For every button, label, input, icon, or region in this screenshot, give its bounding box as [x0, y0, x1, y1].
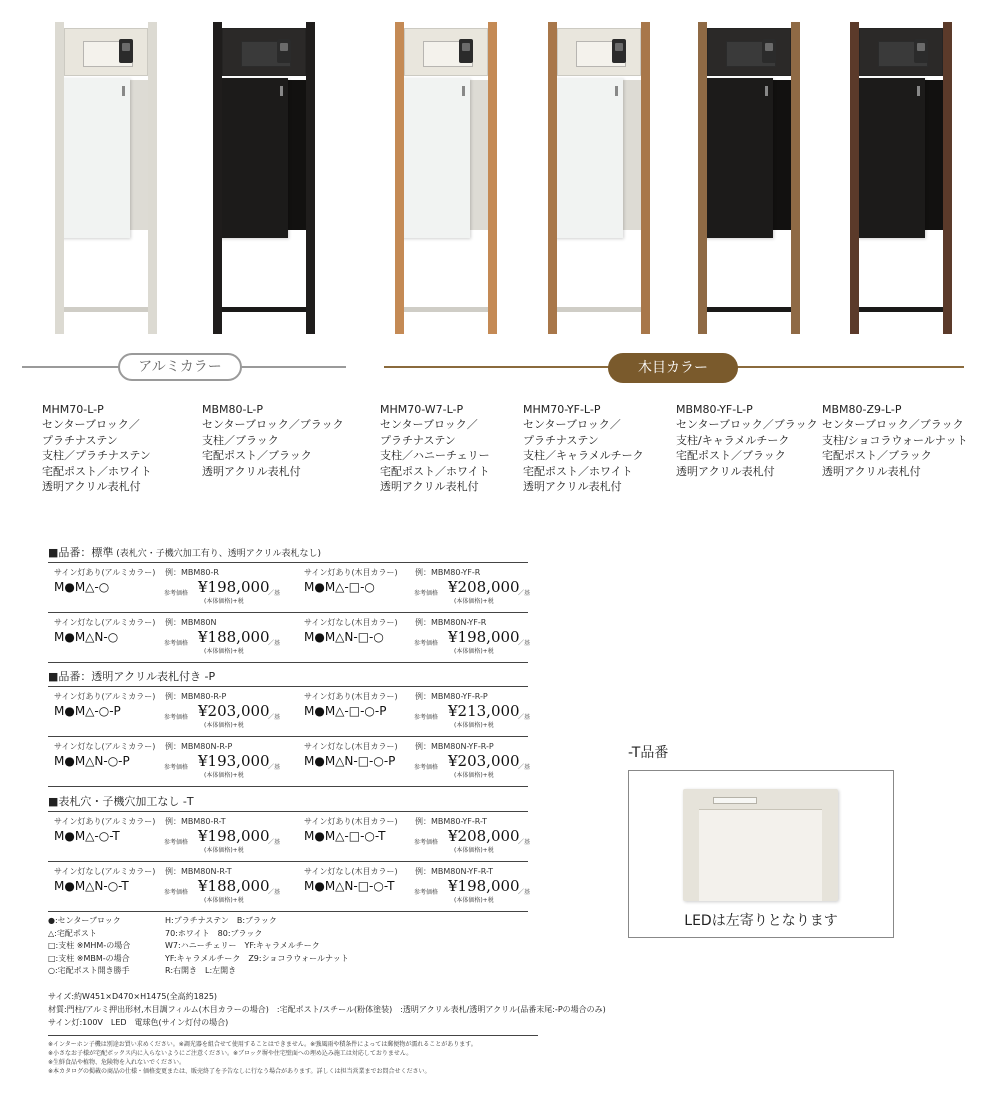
bottom-rail — [404, 307, 488, 312]
handle-icon — [615, 86, 618, 96]
center-block-opening — [699, 809, 822, 901]
product-spec-line: 透明アクリル表札付 — [42, 480, 141, 494]
price-value: ¥198,000 — [198, 827, 270, 845]
model-code: M●M△-○-T — [54, 829, 120, 843]
product-spec-line: 宅配ポスト／ブラック — [676, 449, 786, 463]
price-value: ¥208,000 — [448, 827, 520, 845]
price-unit: ／基 — [518, 640, 531, 647]
tax-note: (本体価格)+税 — [204, 722, 244, 729]
price-cell — [48, 737, 288, 785]
example-code: 例：MBM80-YF-R — [415, 568, 481, 577]
handle-icon — [917, 86, 920, 96]
price-prefix: 参考価格 — [164, 889, 189, 896]
price-cell — [48, 563, 288, 611]
product-spec-line: プラチナステン — [42, 433, 118, 447]
section-title — [48, 544, 321, 560]
model-code: M●M△N-○-P — [54, 754, 130, 768]
price-unit: ／基 — [268, 590, 281, 597]
example-code: 例：MBM80N-R-T — [165, 867, 232, 876]
aluminum-color-label: アルミカラー — [118, 353, 242, 381]
price-prefix: 参考価格 — [414, 714, 439, 721]
center-block — [707, 28, 791, 76]
price-prefix: 参考価格 — [414, 640, 439, 647]
product-spec-line: センターブロック／ — [42, 418, 140, 432]
product-spec-line: 宅配ポスト／ホワイト — [523, 464, 633, 478]
notes-block — [48, 1040, 477, 1076]
product-spec-line: 透明アクリル表札付 — [523, 480, 622, 494]
variant-label: サイン灯なし(アルミカラー) — [54, 618, 156, 627]
product-image — [698, 22, 800, 334]
example-code: 例：MBM80N-YF-R-T — [415, 867, 494, 876]
table-rule — [48, 662, 528, 663]
model-code: M●M△-○ — [54, 580, 110, 594]
tax-note: (本体価格)+税 — [454, 897, 494, 904]
delivery-box — [550, 78, 623, 238]
price-value: ¥213,000 — [448, 702, 520, 720]
table-rule — [48, 911, 528, 912]
delivery-box — [700, 78, 773, 238]
price-value: ¥208,000 — [448, 578, 520, 596]
delivery-box — [215, 78, 288, 238]
legend-item: H:プラチナステン B:ブラック — [165, 916, 277, 925]
legend-item: R:右開き L:左開き — [165, 966, 237, 976]
variant-label: サイン灯あり(アルミカラー) — [54, 692, 156, 701]
product-spec-line: 支柱/キャラメルチーク — [676, 433, 790, 447]
product-spec-line: 透明アクリル表札付 — [676, 464, 775, 478]
product-image — [55, 22, 157, 334]
product-image — [213, 22, 315, 334]
note-line: ※生鮮食品や植物、危険物を入れないでください。 — [48, 1059, 186, 1066]
variant-label: サイン灯あり(アルミカラー) — [54, 568, 156, 577]
post-right — [943, 22, 952, 334]
handle-icon — [280, 86, 283, 96]
price-prefix: 参考価格 — [164, 714, 189, 721]
price-unit: ／基 — [518, 714, 531, 721]
variant-label: サイン灯なし(木目カラー) — [304, 742, 398, 751]
price-cell — [298, 737, 538, 785]
price-unit: ／基 — [268, 714, 281, 721]
price-prefix: 参考価格 — [414, 889, 439, 896]
intercom-icon — [762, 39, 776, 63]
section-title — [48, 793, 194, 809]
price-prefix: 参考価格 — [414, 764, 439, 771]
tax-note: (本体価格)+税 — [454, 722, 494, 729]
tax-note: (本体価格)+税 — [454, 648, 494, 655]
product-spec-line: 支柱／キャラメルチーク — [523, 449, 644, 463]
center-block — [64, 28, 148, 76]
product-code: MHM70-L-P — [42, 403, 104, 416]
product-image — [850, 22, 952, 334]
price-prefix: 参考価格 — [164, 839, 189, 846]
spec-line: サイズ:約W451×D470×H1475(全高約1825) — [48, 992, 218, 1001]
price-cell — [298, 862, 538, 910]
post-right — [791, 22, 800, 334]
intercom-icon — [459, 39, 473, 63]
legend-item: □:支柱 ※MHM-の場合 — [48, 941, 131, 951]
product-spec-line: センターブロック／ — [380, 418, 478, 432]
price-unit: ／基 — [518, 590, 531, 597]
product-spec-line: 宅配ポスト／ブラック — [202, 449, 312, 463]
model-code: M●M△N-□-○ — [304, 630, 384, 644]
variant-label: サイン灯あり(木目カラー) — [304, 692, 398, 701]
tax-note: (本体価格)+税 — [204, 598, 244, 605]
variant-label: サイン灯なし(アルミカラー) — [54, 742, 156, 751]
center-block-image — [683, 789, 838, 901]
product-spec-line: センターブロック／ブラック — [822, 418, 964, 432]
delivery-box — [57, 78, 130, 238]
legend-item: 70:ホワイト 80:ブラック — [165, 928, 263, 938]
tax-note: (本体価格)+税 — [204, 897, 244, 904]
price-prefix: 参考価格 — [164, 590, 189, 597]
price-cell — [298, 812, 538, 860]
legend-item: ●:センターブロック — [48, 916, 121, 925]
price-cell — [48, 613, 288, 661]
tax-note: (本体価格)+税 — [204, 772, 244, 779]
section-heading: ■品番：標準 — [48, 546, 114, 559]
product-spec-line: プラチナステン — [523, 433, 599, 447]
product-spec-line: センターブロック／ — [523, 418, 621, 432]
product-spec-line: センターブロック／ブラック — [676, 418, 818, 432]
center-block — [859, 28, 943, 76]
price-unit: ／基 — [518, 889, 531, 896]
price-prefix: 参考価格 — [414, 839, 439, 846]
price-value: ¥203,000 — [198, 702, 270, 720]
section-heading: ■表札穴・子機穴加工なし -T — [48, 795, 194, 808]
product-spec-line: プラチナステン — [380, 433, 456, 447]
price-value: ¥188,000 — [198, 628, 270, 646]
product-spec-line: 透明アクリル表札付 — [202, 464, 301, 478]
bottom-rail — [707, 307, 791, 312]
price-unit: ／基 — [268, 889, 281, 896]
product-spec-line: 支柱／ブラック — [202, 433, 279, 447]
example-code: 例：MBM80N — [165, 618, 217, 627]
intercom-icon — [914, 39, 928, 63]
example-code: 例：MBM80-R-P — [165, 692, 227, 701]
price-value: ¥198,000 — [448, 877, 520, 895]
variant-label: サイン灯あり(木目カラー) — [304, 817, 398, 826]
post-right — [488, 22, 497, 334]
post-left — [850, 22, 859, 334]
product-code: MBM80-L-P — [202, 403, 264, 416]
price-unit: ／基 — [268, 640, 281, 647]
model-code: M●M△-○-P — [54, 704, 121, 718]
post-left — [548, 22, 557, 334]
model-code: M●M△-□-○-T — [304, 829, 386, 843]
variant-label: サイン灯あり(木目カラー) — [304, 568, 398, 577]
legend-codes — [165, 915, 349, 978]
product-caption — [380, 402, 490, 494]
model-code: M●M△-□-○-P — [304, 704, 387, 718]
product-caption — [42, 402, 152, 494]
bottom-rail — [222, 307, 306, 312]
product-code: MHM70-W7-L-P — [380, 403, 464, 416]
center-block — [222, 28, 306, 76]
price-value: ¥188,000 — [198, 877, 270, 895]
tax-note: (本体価格)+税 — [204, 847, 244, 854]
wood-color-label: 木目カラー — [608, 353, 738, 383]
price-prefix: 参考価格 — [414, 590, 439, 597]
price-cell — [48, 812, 288, 860]
price-value: ¥203,000 — [448, 752, 520, 770]
price-value: ¥198,000 — [448, 628, 520, 646]
price-unit: ／基 — [518, 764, 531, 771]
table-rule — [48, 786, 528, 787]
bottom-rail — [64, 307, 148, 312]
tax-note: (本体価格)+税 — [454, 598, 494, 605]
section-heading: ■品番：透明アクリル表札付き -P — [48, 670, 216, 683]
t-variant-box — [628, 770, 894, 938]
legend-item: W7:ハニーチェリー YF:キャラメルチーク — [165, 941, 320, 951]
product-caption — [202, 402, 344, 479]
post-left — [395, 22, 404, 334]
model-code: M●M△-□-○ — [304, 580, 375, 594]
example-code: 例：MBM80N-R-P — [165, 742, 233, 751]
t-variant-title: -T品番 — [628, 745, 669, 761]
bottom-rail — [557, 307, 641, 312]
post-right — [306, 22, 315, 334]
example-code: 例：MBM80N-YF-R-P — [415, 742, 494, 751]
note-line: ※小さなお子様が宅配ボックス内に入らないようにご注意ください。※ブロック塀や住宅壁面への埋め込み施工は対応しておりません。 — [48, 1050, 413, 1057]
price-prefix: 参考価格 — [164, 640, 189, 647]
handle-icon — [765, 86, 768, 96]
intercom-icon — [119, 39, 133, 63]
price-unit: ／基 — [268, 764, 281, 771]
tax-note: (本体価格)+税 — [454, 772, 494, 779]
price-cell — [48, 687, 288, 735]
product-code: MBM80-YF-L-P — [676, 403, 753, 416]
product-spec-line: 宅配ポスト／ホワイト — [380, 464, 490, 478]
product-spec-line: センターブロック／ブラック — [202, 418, 344, 432]
delivery-box — [852, 78, 925, 238]
tax-note: (本体価格)+税 — [204, 648, 244, 655]
price-cell — [48, 862, 288, 910]
handle-icon — [462, 86, 465, 96]
product-spec-line: 支柱／ハニーチェリー — [380, 449, 490, 463]
product-caption — [523, 402, 644, 494]
bottom-rail — [859, 307, 943, 312]
tax-note: (本体価格)+税 — [454, 847, 494, 854]
price-cell — [298, 563, 538, 611]
model-code: M●M△N-○-T — [54, 879, 129, 893]
model-code: M●M△N-□-○-P — [304, 754, 396, 768]
post-right — [641, 22, 650, 334]
variant-label: サイン灯あり(アルミカラー) — [54, 817, 156, 826]
handle-icon — [122, 86, 125, 96]
example-code: 例：MBM80-YF-R-T — [415, 817, 488, 826]
price-prefix: 参考価格 — [164, 764, 189, 771]
post-left — [213, 22, 222, 334]
center-block — [557, 28, 641, 76]
model-code: M●M△N-□-○-T — [304, 879, 395, 893]
led-light-icon — [713, 797, 757, 804]
product-spec-line: 透明アクリル表札付 — [380, 480, 479, 494]
section-title — [48, 668, 215, 684]
legend-item: YF:キャラメルチーク Z9:ショコラウォールナット — [165, 953, 349, 963]
product-code: MHM70-YF-L-P — [523, 403, 601, 416]
note-line: ※本カタログの掲載の商品の仕様・価格変更または、販売終了を予告なしに行なう場合があります。詳しくは担当営業までお問合せください。 — [48, 1068, 431, 1075]
variant-label: サイン灯なし(木目カラー) — [304, 618, 398, 627]
spec-line: サイン灯:100V LED 電球色(サイン灯付の場合) — [48, 1018, 229, 1027]
price-unit: ／基 — [268, 839, 281, 846]
notes-divider — [48, 1035, 538, 1036]
product-spec-line: 透明アクリル表札付 — [822, 464, 921, 478]
example-code: 例：MBM80-R — [165, 568, 219, 577]
post-left — [55, 22, 64, 334]
product-spec-line: 宅配ポスト／ホワイト — [42, 464, 152, 478]
price-value: ¥193,000 — [198, 752, 270, 770]
legend-item: ○:宅配ポスト開き勝手 — [48, 966, 130, 976]
example-code: 例：MBM80N-YF-R — [415, 618, 487, 627]
legend-item: △:宅配ポスト — [48, 928, 97, 938]
spec-line: 材質:門柱/アルミ押出形材,木目調フィルム(木目カラーの場合) :宅配ポスト/スチール(粉体塗装) :透明アクリル表札/透明アクリル(品番末尾:-Pの場合のみ) — [48, 1005, 606, 1014]
post-right — [148, 22, 157, 334]
product-caption — [822, 402, 968, 479]
note-line: ※インターホン子機は別途お買い求めください。※調光器を組合せて使用することはできません。※強風雨や積条件によっては郵便物が濡れることがあります。 — [48, 1041, 477, 1048]
product-image — [548, 22, 650, 334]
example-code: 例：MBM80-R-T — [165, 817, 226, 826]
t-variant-caption: LEDは左寄りとなります — [684, 913, 838, 929]
variant-label: サイン灯なし(木目カラー) — [304, 867, 398, 876]
legend-symbols — [48, 915, 130, 978]
post-left — [698, 22, 707, 334]
product-caption — [676, 402, 818, 479]
price-unit: ／基 — [518, 839, 531, 846]
product-spec-line: 支柱/ショコラウォールナット — [822, 433, 968, 447]
intercom-icon — [277, 39, 291, 63]
product-image — [395, 22, 497, 334]
delivery-box — [397, 78, 470, 238]
variant-label: サイン灯なし(アルミカラー) — [54, 867, 156, 876]
price-value: ¥198,000 — [198, 578, 270, 596]
model-code: M●M△N-○ — [54, 630, 119, 644]
section-subtitle: (表札穴・子機穴加工有り、透明アクリル表札なし) — [113, 549, 322, 559]
legend-item: □:支柱 ※MBM-の場合 — [48, 953, 130, 963]
price-cell — [298, 613, 538, 661]
product-spec-line: 宅配ポスト／ブラック — [822, 449, 932, 463]
center-block — [404, 28, 488, 76]
intercom-icon — [612, 39, 626, 63]
product-code: MBM80-Z9-L-P — [822, 403, 902, 416]
price-cell — [298, 687, 538, 735]
example-code: 例：MBM80-YF-R-P — [415, 692, 488, 701]
spec-block — [48, 990, 606, 1029]
product-spec-line: 支柱／プラチナステン — [42, 449, 151, 463]
